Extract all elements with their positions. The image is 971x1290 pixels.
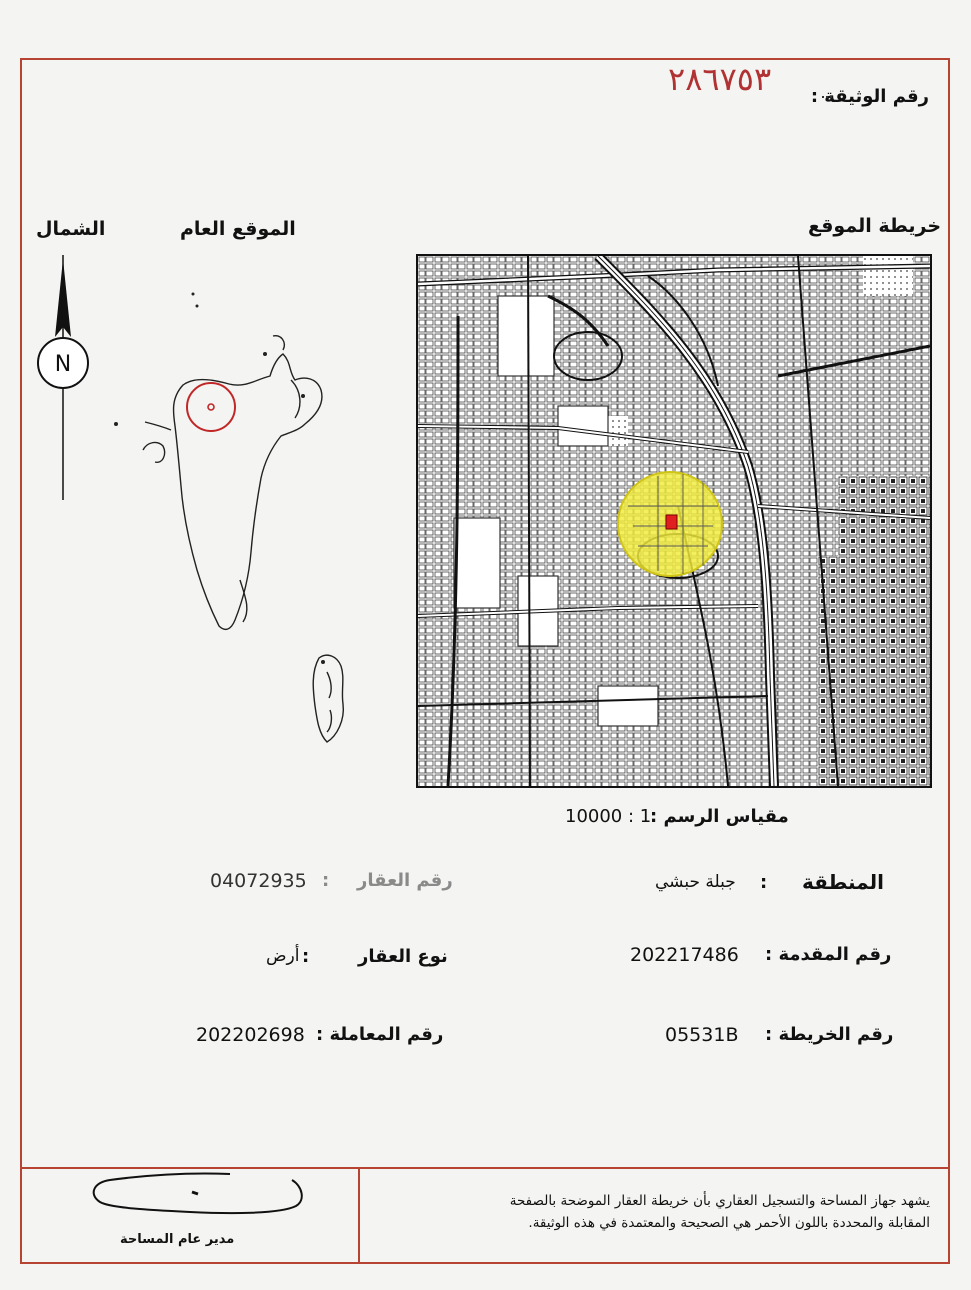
north-arrow-icon xyxy=(28,255,98,505)
scale-value: 10000 : 1 xyxy=(565,806,652,827)
property-number-sep: : xyxy=(322,870,330,891)
application-number-value: 202217486 xyxy=(630,944,739,966)
country-outline-map xyxy=(105,280,365,760)
north-label: الشمال xyxy=(36,218,106,240)
certification-text xyxy=(352,1190,930,1234)
property-type-sep: : xyxy=(302,946,310,967)
region-value: جبلة حبشي xyxy=(655,872,736,892)
map-number-label: رقم الخريطة : xyxy=(765,1024,894,1045)
doc-number-dots xyxy=(822,96,832,98)
region-sep: : xyxy=(760,872,768,893)
plot-marker xyxy=(666,515,677,529)
signatory-title: مدير عام المساحة xyxy=(120,1232,235,1247)
certification-line-1: يشهد جهاز المساحة والتسجيل العقاري بأن خريطة العقار الموضحة بالصفحة xyxy=(509,1193,930,1209)
general-location-label: الموقع العام xyxy=(180,218,296,240)
site-map xyxy=(416,254,932,788)
property-type-label: نوع العقار xyxy=(358,946,448,967)
north-letter: N xyxy=(54,352,72,377)
property-number-value: 04072935 xyxy=(210,870,307,892)
transaction-number-label: رقم المعاملة : xyxy=(316,1024,444,1045)
scale-label: مقياس الرسم : xyxy=(650,806,789,827)
application-number-label: رقم المقدمة : xyxy=(765,944,892,965)
doc-number-label: رقم الوثيقة : xyxy=(810,86,929,107)
property-type-value: أرض xyxy=(266,946,300,966)
certification-line-2: المقابلة والمحددة باللون الأحمر هي الصحيحة والمعتمدة في هذه الوثيقة. xyxy=(528,1215,930,1231)
doc-number-handwritten: ٢٨٦٧٥٣ xyxy=(668,60,772,98)
transaction-number-value: 202202698 xyxy=(196,1024,305,1046)
site-map-label: خريطة الموقع xyxy=(808,215,942,237)
region-label: المنطقة xyxy=(802,870,884,894)
city-map-graphic xyxy=(418,256,930,786)
map-number-value: 05531B xyxy=(665,1024,739,1046)
property-number-label: رقم العقار xyxy=(357,870,453,891)
